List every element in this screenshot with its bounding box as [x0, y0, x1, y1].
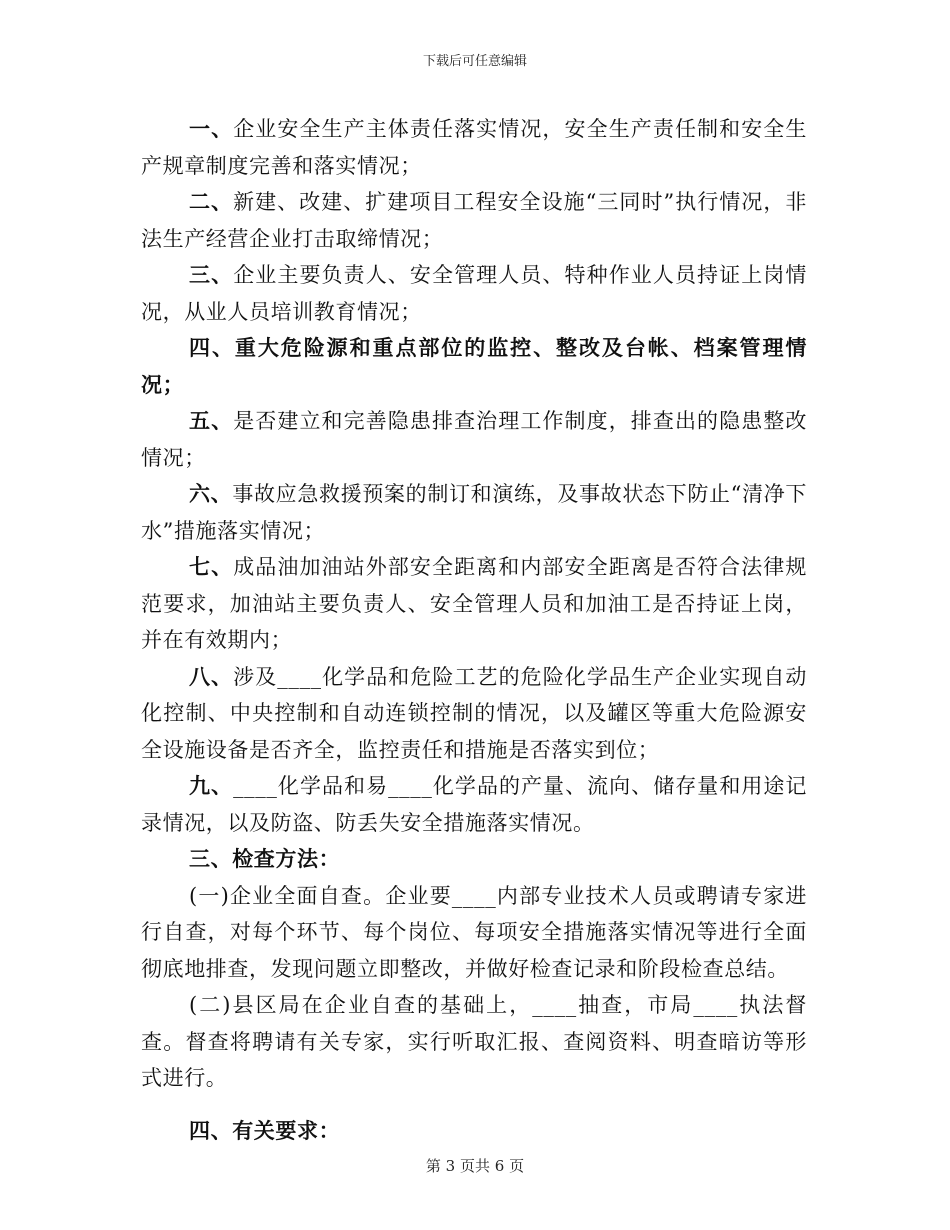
item-number: 六、: [189, 481, 233, 506]
list-item-5: [141, 403, 807, 476]
list-item-4: [141, 330, 807, 403]
item-text: 新建、改建、扩建项目工程安全设施“三同时”执行情况，非法生产经营企业打击取缔情况；: [141, 190, 808, 251]
page-header: 下载后可任意编辑: [422, 54, 527, 69]
section-heading-methods: 三、检查方法：: [189, 846, 341, 871]
page-footer: 第 3 页共 6 页: [425, 1157, 525, 1175]
item-text: 企业安全生产主体责任落实情况，安全生产责任制和安全生产规章制度完善和落实情况；: [141, 117, 807, 178]
item-number: 五、: [189, 408, 234, 433]
list-item-3: [141, 257, 807, 330]
method-paragraph-1: (一)企业全面自查。企业要____内部专业技术人员或聘请专家进行自查，对每个环节、每个岗位、每项安全措施落实情况等进行全面彻底地排查，发现问题立即整改，并做好检查记录和阶段检查总结。: [141, 883, 807, 981]
section-heading-requirements: 四、有关要求：: [189, 1117, 341, 1143]
item-number: 八、: [189, 663, 234, 689]
list-item-9: [141, 768, 807, 841]
item-text: 企业主要负责人、安全管理人员、特种作业人员持证上岗情况，从业人员培训教育情况；: [141, 263, 807, 324]
list-item-2: [141, 184, 807, 257]
item-text: 成品油加油站外部安全距离和内部安全距离是否符合法律规范要求，加油站主要负责人、安全管理人员和加油工是否持证上岗，并在有效期内；: [141, 555, 807, 652]
list-item-1: [141, 111, 807, 184]
item-number: 九、: [189, 773, 234, 798]
item-text: 是否建立和完善隐患排查治理工作制度，排查出的隐患整改情况；: [141, 409, 807, 470]
item-number: 二、: [189, 189, 234, 214]
item-text: 涉及____化学品和危险工艺的危险化学品生产企业实现自动化控制、中央控制和自动连锁控制的情况，以及罐区等重大危险源安全设施设备是否齐全，监控责任和措施是否落实到位；: [141, 664, 807, 762]
list-item-8: [141, 659, 807, 769]
item-text: ____化学品和易____化学品的产量、流向、储存量和用途记录情况，以及防盗、防丢失安全措施落实情况。: [141, 774, 808, 835]
list-item-7: [141, 549, 807, 659]
item-number: 七、: [189, 554, 234, 579]
document-body: [141, 111, 807, 1149]
item-number: 四、: [189, 335, 235, 360]
list-item-6: [141, 476, 807, 549]
item-number: 一、: [189, 116, 234, 141]
item-number: 三、: [189, 262, 234, 287]
item-text: 事故应急救援预案的制订和演练，及事故状态下防止“清净下水”措施落实情况；: [141, 482, 808, 543]
method-paragraph-2: (二)县区局在企业自查的基础上，____抽查，市局____执法督查。督查将聘请有关专家，实行听取汇报、查阅资料、明查暗访等形式进行。: [141, 993, 807, 1090]
item-text: 重大危险源和重点部位的监控、整改及台帐、档案管理情况；: [141, 335, 808, 397]
